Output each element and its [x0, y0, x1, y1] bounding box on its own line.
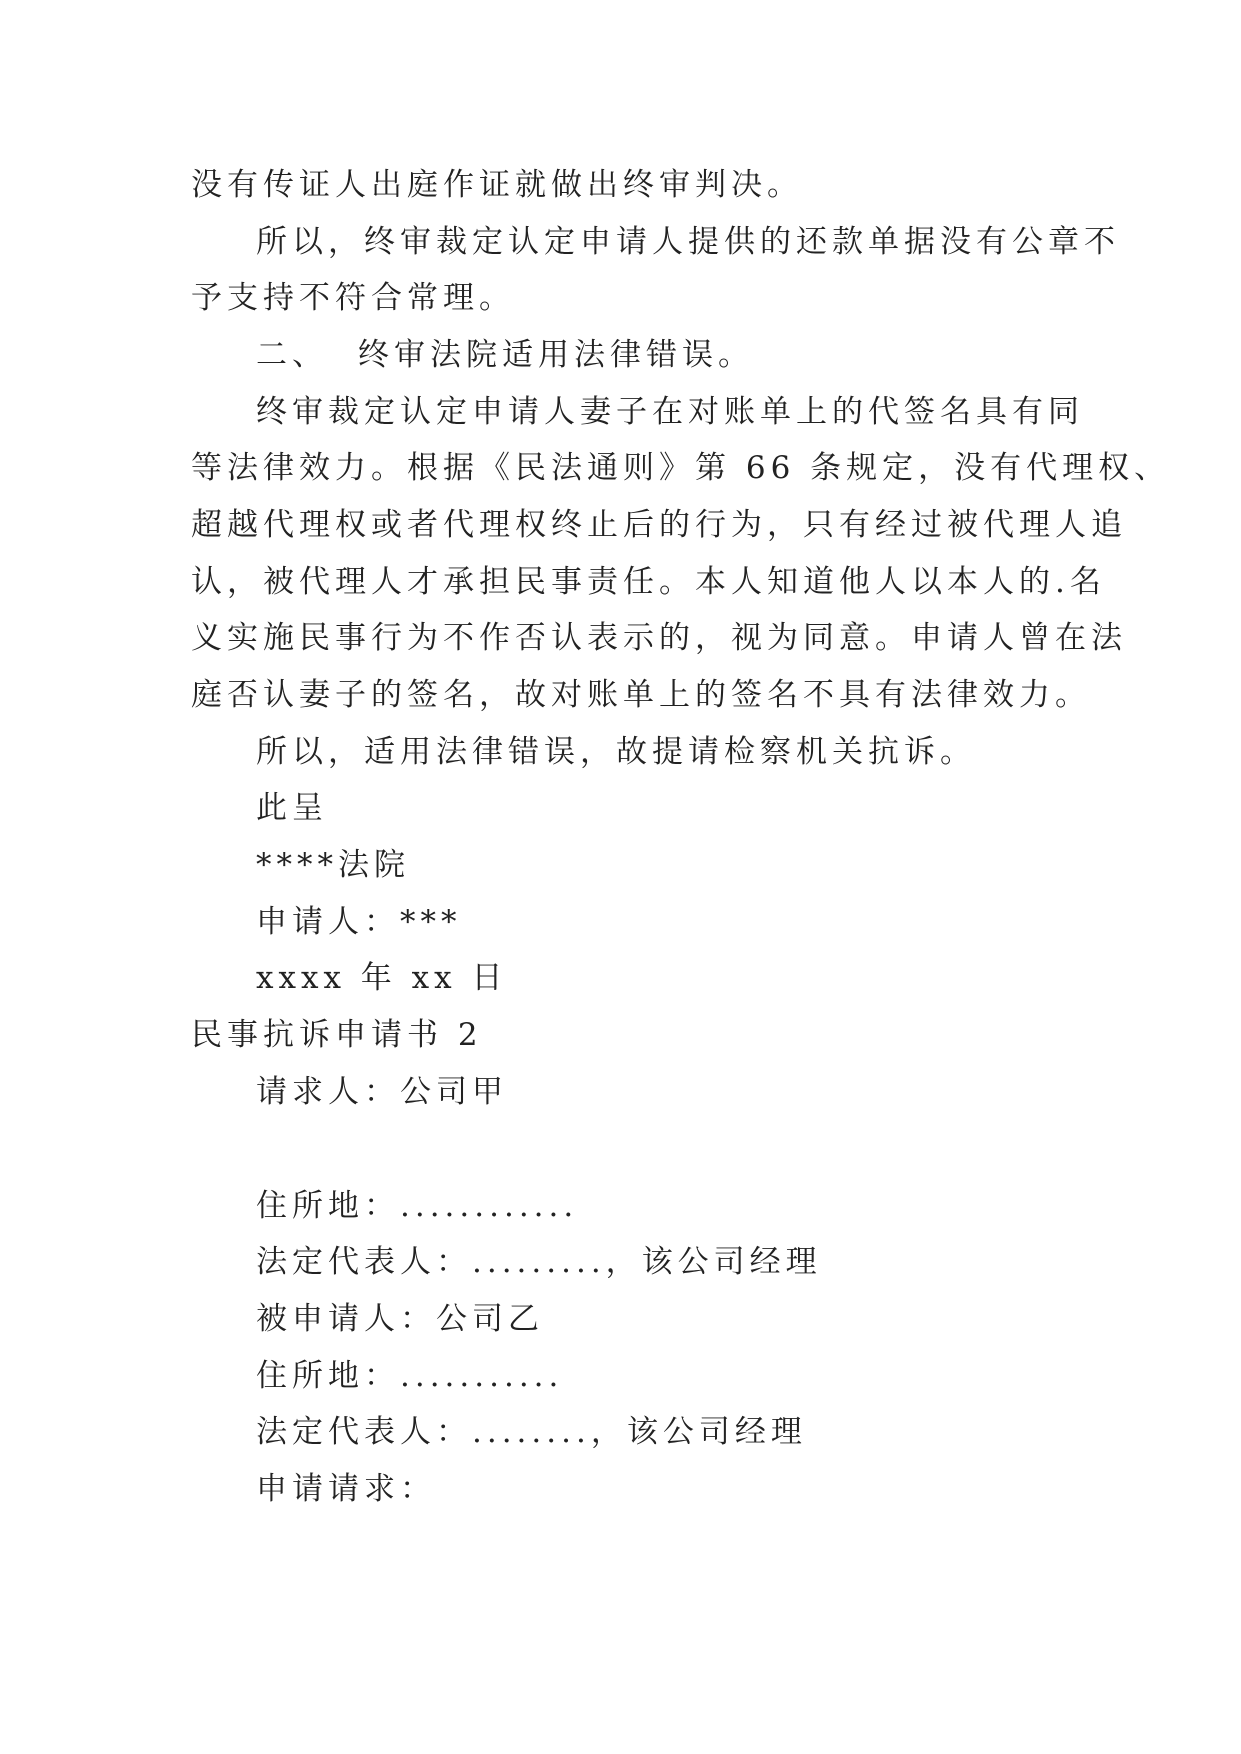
paragraph-line: 义实施民事行为不作否认表示的，视为同意。申请人曾在法: [191, 620, 1127, 656]
date-line: xxxx 年 xx 日: [256, 960, 508, 996]
document-title: 民事抗诉申请书 2: [191, 1017, 483, 1053]
party-line: 法定代表人：.........，该公司经理: [256, 1244, 822, 1280]
paragraph-line: 超越代理权或者代理权终止后的行为，只有经过被代理人追: [191, 507, 1127, 543]
section-heading: 申请请求：: [256, 1471, 436, 1507]
party-line: 法定代表人：........，该公司经理: [256, 1414, 807, 1450]
party-line: 被申请人：公司乙: [256, 1301, 544, 1337]
paragraph-line: 等法律效力。根据《民法通则》第 66 条规定，没有代理权、: [191, 450, 1171, 486]
party-line: 住所地：............: [256, 1188, 579, 1224]
paragraph-line: 予支持不符合常理。: [191, 280, 515, 316]
party-line: 请求人：公司甲: [256, 1074, 508, 1110]
paragraph-line: 没有传证人出庭作证就做出终审判决。: [191, 167, 803, 203]
applicant-signature: 申请人：***: [256, 904, 462, 940]
paragraph-line: 庭否认妻子的签名，故对账单上的签名不具有法律效力。: [191, 677, 1091, 713]
section-number: 二、: [256, 337, 328, 373]
paragraph-line: 认，被代理人才承担民事责任。本人知道他人以本人的.名: [191, 564, 1106, 600]
paragraph-line: 终审裁定认定申请人妻子在对账单上的代签名具有同: [256, 394, 1084, 430]
recipient-court: ****法院: [256, 847, 410, 883]
closing-line: 此呈: [256, 790, 328, 826]
section-title: 终审法院适用法律错误。: [358, 337, 754, 373]
section-heading-two: [256, 335, 754, 375]
paragraph-line: 所以，终审裁定认定申请人提供的还款单据没有公章不: [256, 224, 1120, 260]
paragraph-line: 所以，适用法律错误，故提请检察机关抗诉。: [256, 734, 976, 770]
party-line: 住所地：...........: [256, 1358, 564, 1394]
